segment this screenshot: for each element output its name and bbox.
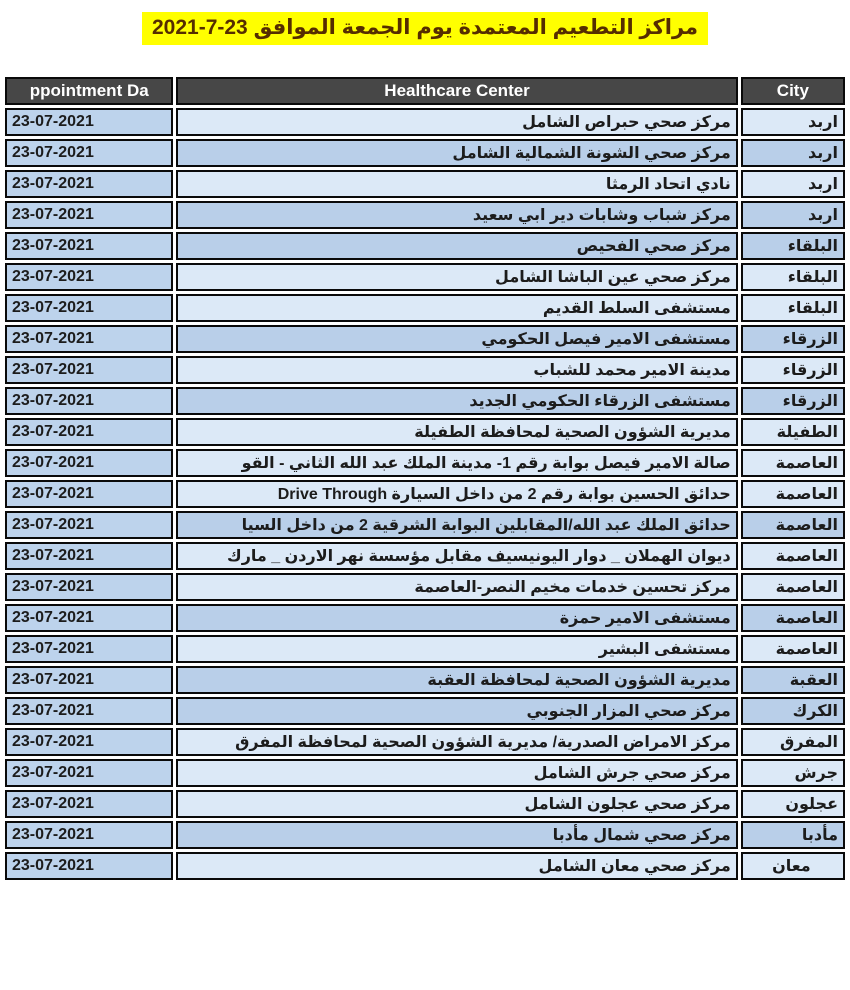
city-cell[interactable]: العاصمة [741,511,845,539]
table-row [5,635,845,663]
vaccination-centers-table [2,74,848,883]
table-row [5,201,845,229]
appointment-date-cell[interactable]: 23-07-2021 [5,728,173,756]
city-cell[interactable]: جرش [741,759,845,787]
city-cell[interactable]: اربد [741,139,845,167]
column-header-healthcare-center[interactable]: Healthcare Center [176,77,737,105]
table-row [5,697,845,725]
appointment-date-cell[interactable]: 23-07-2021 [5,604,173,632]
healthcare-center-cell[interactable]: مركز صحي جرش الشامل [176,759,737,787]
table-row [5,728,845,756]
table-row [5,108,845,136]
healthcare-center-cell[interactable]: ديوان الهملان _ دوار اليونيسيف مقابل مؤسسة نهر الاردن _ مارك [176,542,737,570]
appointment-date-cell[interactable]: 23-07-2021 [5,759,173,787]
healthcare-center-cell[interactable]: مركز صحي المزار الجنوبي [176,697,737,725]
healthcare-center-cell[interactable]: مركز الامراض الصدرية/ مديرية الشؤون الصحية لمحافظة المفرق [176,728,737,756]
table-row [5,480,845,508]
city-cell[interactable]: العاصمة [741,604,845,632]
city-cell[interactable]: الكرك [741,697,845,725]
healthcare-center-cell[interactable]: مستشفى الزرقاء الحكومي الجديد [176,387,737,415]
appointment-date-cell[interactable]: 23-07-2021 [5,573,173,601]
table-row [5,604,845,632]
table-row [5,139,845,167]
table-row [5,418,845,446]
appointment-date-cell[interactable]: 23-07-2021 [5,635,173,663]
healthcare-center-cell[interactable]: مركز صحي معان الشامل [176,852,737,880]
table-row [5,263,845,291]
appointment-date-cell[interactable]: 23-07-2021 [5,108,173,136]
healthcare-center-cell[interactable]: مركز صحي شمال مأدبا [176,821,737,849]
city-cell[interactable]: الطفيلة [741,418,845,446]
table-row [5,356,845,384]
appointment-date-cell[interactable]: 23-07-2021 [5,387,173,415]
page-title: مراكز التطعيم المعتمدة يوم الجمعة الموافق 23-7-2021 [142,12,708,45]
table-row [5,449,845,477]
healthcare-center-cell[interactable]: مركز صحي عين الباشا الشامل [176,263,737,291]
healthcare-center-cell[interactable]: مستشفى الامير فيصل الحكومي [176,325,737,353]
appointment-date-cell[interactable]: 23-07-2021 [5,480,173,508]
healthcare-center-cell[interactable]: مدينة الامير محمد للشباب [176,356,737,384]
healthcare-center-cell[interactable]: حدائق الحسين بوابة رقم 2 من داخل السيارة Drive Through [176,480,737,508]
appointment-date-cell[interactable]: 23-07-2021 [5,294,173,322]
healthcare-center-cell[interactable]: مركز صحي حبراص الشامل [176,108,737,136]
city-cell[interactable]: معان [741,852,845,880]
city-cell[interactable]: مأدبا [741,821,845,849]
city-cell[interactable]: العاصمة [741,635,845,663]
healthcare-center-cell[interactable]: حدائق الملك عبد الله/المقابلين البوابة الشرقية 2 من داخل السيا [176,511,737,539]
healthcare-center-cell[interactable]: مستشفى الامير حمزة [176,604,737,632]
healthcare-center-cell[interactable]: مركز تحسين خدمات مخيم النصر-العاصمة [176,573,737,601]
appointment-date-cell[interactable]: 23-07-2021 [5,511,173,539]
appointment-date-cell[interactable]: 23-07-2021 [5,418,173,446]
table-row [5,387,845,415]
table-row [5,232,845,260]
city-cell[interactable]: المفرق [741,728,845,756]
city-cell[interactable]: العاصمة [741,542,845,570]
city-cell[interactable]: الزرقاء [741,356,845,384]
table-row [5,821,845,849]
healthcare-center-cell[interactable]: نادي اتحاد الرمثا [176,170,737,198]
column-header-appointment-date[interactable]: ppointment Da [5,77,173,105]
appointment-date-cell[interactable]: 23-07-2021 [5,790,173,818]
appointment-date-cell[interactable]: 23-07-2021 [5,542,173,570]
table-header-row [5,77,845,105]
healthcare-center-cell[interactable]: صالة الامير فيصل بوابة رقم 1- مدينة الملك عبد الله الثاني - القو [176,449,737,477]
city-cell[interactable]: اربد [741,108,845,136]
city-cell[interactable]: العاصمة [741,449,845,477]
city-cell[interactable]: العاصمة [741,573,845,601]
appointment-date-cell[interactable]: 23-07-2021 [5,356,173,384]
appointment-date-cell[interactable]: 23-07-2021 [5,821,173,849]
table-row [5,790,845,818]
appointment-date-cell[interactable]: 23-07-2021 [5,325,173,353]
healthcare-center-cell[interactable]: مركز صحي الفحيص [176,232,737,260]
appointment-date-cell[interactable]: 23-07-2021 [5,852,173,880]
table-body [5,108,845,880]
healthcare-center-cell[interactable]: مستشفى السلط القديم [176,294,737,322]
table-row [5,170,845,198]
healthcare-center-cell[interactable]: مديرية الشؤون الصحية لمحافظة الطفيلة [176,418,737,446]
healthcare-center-cell[interactable]: مركز صحي الشونة الشمالية الشامل [176,139,737,167]
table-row [5,325,845,353]
city-cell[interactable]: البلقاء [741,232,845,260]
appointment-date-cell[interactable]: 23-07-2021 [5,170,173,198]
appointment-date-cell[interactable]: 23-07-2021 [5,666,173,694]
city-cell[interactable]: اربد [741,170,845,198]
table-row [5,573,845,601]
healthcare-center-cell[interactable]: مستشفى البشير [176,635,737,663]
appointment-date-cell[interactable]: 23-07-2021 [5,232,173,260]
city-cell[interactable]: البلقاء [741,294,845,322]
column-header-city[interactable]: City [741,77,845,105]
table-row [5,511,845,539]
page-header [0,12,850,52]
table-row [5,666,845,694]
appointment-date-cell[interactable]: 23-07-2021 [5,139,173,167]
table-row [5,852,845,880]
city-cell[interactable]: الزرقاء [741,325,845,353]
healthcare-center-cell[interactable]: مركز شباب وشابات دير ابي سعيد [176,201,737,229]
appointment-date-cell[interactable]: 23-07-2021 [5,263,173,291]
healthcare-center-cell[interactable]: مديرية الشؤون الصحية لمحافظة العقبة [176,666,737,694]
healthcare-center-cell[interactable]: مركز صحي عجلون الشامل [176,790,737,818]
table-row [5,542,845,570]
appointment-date-cell[interactable]: 23-07-2021 [5,201,173,229]
table-row [5,294,845,322]
appointment-date-cell[interactable]: 23-07-2021 [5,697,173,725]
city-cell[interactable]: اربد [741,201,845,229]
city-cell[interactable]: عجلون [741,790,845,818]
appointment-date-cell[interactable]: 23-07-2021 [5,449,173,477]
table-row [5,759,845,787]
city-cell[interactable]: العاصمة [741,480,845,508]
city-cell[interactable]: العقبة [741,666,845,694]
city-cell[interactable]: البلقاء [741,263,845,291]
city-cell[interactable]: الزرقاء [741,387,845,415]
